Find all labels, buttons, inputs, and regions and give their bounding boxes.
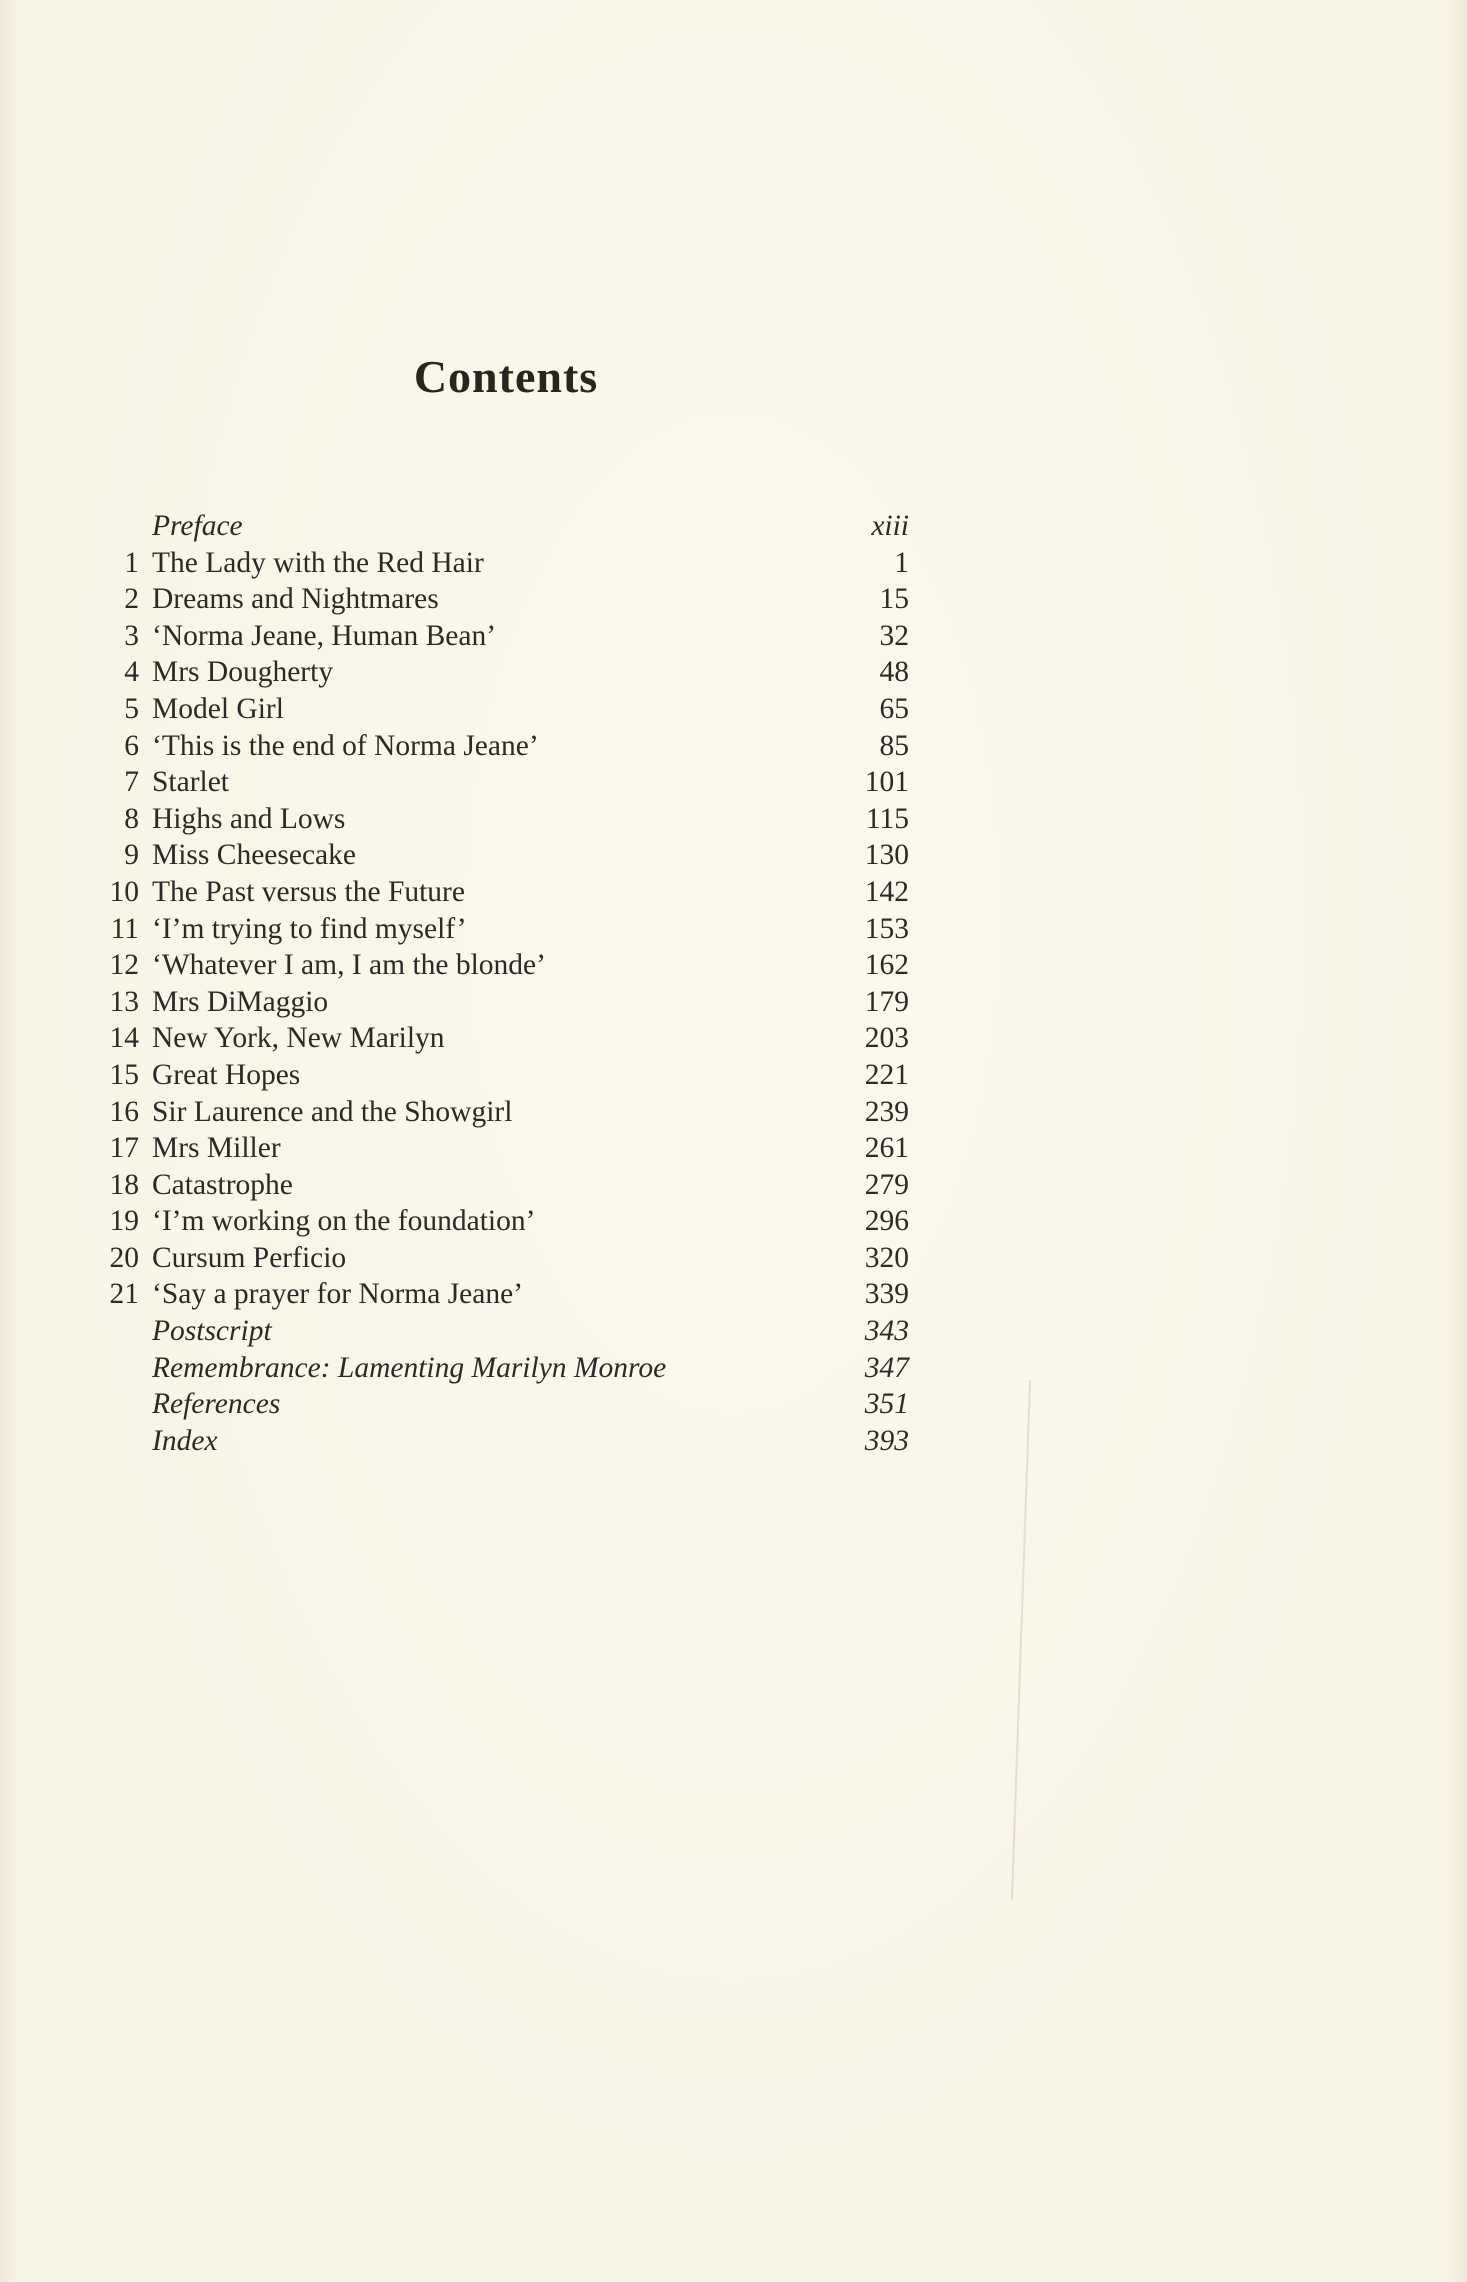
toc-entry-title: References [152, 1388, 281, 1421]
toc-row [103, 1423, 909, 1460]
toc-page-number: 320 [864, 1241, 909, 1274]
toc-row [103, 1094, 909, 1131]
toc-page-number: 142 [864, 875, 909, 908]
toc-page-number: 339 [864, 1278, 909, 1311]
page-title: Contents [413, 351, 599, 402]
toc-entry-title: Remembrance: Lamenting Marilyn Monroe [152, 1351, 667, 1384]
toc-entry-title: Mrs DiMaggio [152, 985, 329, 1018]
toc-row [103, 654, 909, 691]
toc-page-number: 101 [864, 766, 909, 799]
toc-row [103, 1020, 909, 1057]
toc-chapter-number: 17 [109, 1132, 139, 1165]
toc-row [103, 837, 909, 874]
toc-entry-title: Index [152, 1424, 218, 1457]
toc-entry-title: The Past versus the Future [152, 875, 465, 908]
toc-entry-title: New York, New Marilyn [152, 1022, 445, 1055]
toc-entry-title: Preface [152, 510, 243, 542]
toc-row [103, 874, 909, 911]
toc-page-number: 347 [864, 1351, 909, 1384]
toc-list [103, 508, 909, 1459]
toc-row [103, 1130, 909, 1167]
toc-chapter-number: 10 [109, 875, 139, 908]
toc-page-number: 279 [864, 1168, 909, 1201]
toc-row [103, 1203, 909, 1240]
toc-row [103, 1386, 909, 1423]
toc-chapter-number: 5 [124, 692, 139, 725]
toc-entry-title: ‘This is the end of Norma Jeane’ [152, 729, 539, 762]
toc-page-number: 239 [864, 1095, 909, 1128]
toc-page-number: 1 [894, 546, 909, 579]
toc-row [103, 1240, 909, 1277]
toc-row [103, 911, 909, 948]
toc-chapter-number: 6 [124, 729, 139, 762]
toc-page-number: xiii [871, 510, 909, 542]
toc-row [103, 545, 909, 582]
toc-page-number: 162 [864, 949, 909, 982]
toc-entry-title: Great Hopes [152, 1058, 301, 1091]
toc-row [103, 801, 909, 838]
toc-chapter-number: 2 [124, 583, 139, 616]
toc-page-number: 15 [879, 583, 909, 616]
toc-chapter-number: 9 [124, 839, 139, 872]
toc-entry-title: Postscript [152, 1315, 272, 1348]
toc-row [103, 728, 909, 765]
toc-page-number: 203 [864, 1022, 909, 1055]
toc-row [103, 1057, 909, 1094]
toc-row [103, 618, 909, 655]
toc-chapter-number: 16 [109, 1095, 139, 1128]
toc-row [103, 1350, 909, 1387]
toc-chapter-number: 21 [109, 1278, 139, 1311]
toc-chapter-number: 15 [109, 1058, 139, 1091]
toc-page-number: 32 [879, 619, 909, 652]
toc-page-number: 351 [864, 1388, 909, 1421]
toc-page-number: 343 [864, 1315, 909, 1348]
toc-chapter-number: 20 [109, 1241, 139, 1274]
toc-entry-title: ‘I’m trying to find myself’ [152, 912, 467, 945]
toc-page-number: 85 [879, 729, 909, 762]
toc-chapter-number: 3 [124, 619, 139, 652]
toc-chapter-number: 7 [124, 766, 139, 799]
contents-block [103, 350, 909, 1459]
toc-entry-title: The Lady with the Red Hair [152, 546, 484, 579]
toc-page-number: 393 [864, 1424, 909, 1457]
toc-page-number: 130 [864, 839, 909, 872]
toc-page-number: 221 [864, 1058, 909, 1091]
toc-chapter-number: 14 [109, 1022, 139, 1055]
toc-entry-title: Mrs Miller [152, 1132, 281, 1165]
toc-chapter-number: 11 [110, 912, 139, 945]
toc-entry-title: Mrs Dougherty [152, 656, 334, 689]
toc-chapter-number: 4 [124, 656, 139, 689]
toc-page-number: 115 [865, 802, 909, 835]
toc-row [103, 581, 909, 618]
toc-row [103, 1313, 909, 1350]
toc-page-number: 153 [864, 912, 909, 945]
toc-chapter-number: 13 [109, 985, 139, 1018]
toc-row [103, 1276, 909, 1313]
toc-entry-title: ‘Whatever I am, I am the blonde’ [152, 949, 546, 982]
toc-page-number: 261 [864, 1132, 909, 1165]
toc-page-number: 65 [879, 692, 909, 725]
toc-entry-title: ‘Say a prayer for Norma Jeane’ [152, 1278, 524, 1311]
toc-row [103, 691, 909, 728]
toc-page-number: 296 [864, 1205, 909, 1238]
toc-entry-title: Model Girl [152, 692, 284, 725]
toc-entry-title: Starlet [152, 766, 230, 799]
toc-chapter-number: 18 [109, 1168, 139, 1201]
toc-entry-title: Highs and Lows [152, 802, 346, 835]
toc-row [103, 1167, 909, 1204]
toc-entry-title: Cursum Perficio [152, 1241, 347, 1274]
toc-row [103, 947, 909, 984]
toc-row [103, 508, 909, 545]
toc-entry-title: Miss Cheesecake [152, 839, 356, 872]
toc-page-number: 48 [879, 656, 909, 689]
toc-chapter-number: 1 [124, 546, 139, 579]
toc-page-number: 179 [864, 985, 909, 1018]
toc-entry-title: ‘I’m working on the foundation’ [152, 1205, 536, 1238]
toc-chapter-number: 8 [124, 802, 139, 835]
toc-entry-title: Sir Laurence and the Showgirl [152, 1095, 513, 1128]
toc-row [103, 984, 909, 1021]
toc-entry-title: Dreams and Nightmares [152, 583, 439, 616]
toc-entry-title: Catastrophe [152, 1168, 293, 1201]
toc-entry-title: ‘Norma Jeane, Human Bean’ [152, 619, 497, 652]
toc-chapter-number: 19 [109, 1205, 139, 1238]
toc-row [103, 764, 909, 801]
toc-chapter-number: 12 [109, 949, 139, 982]
